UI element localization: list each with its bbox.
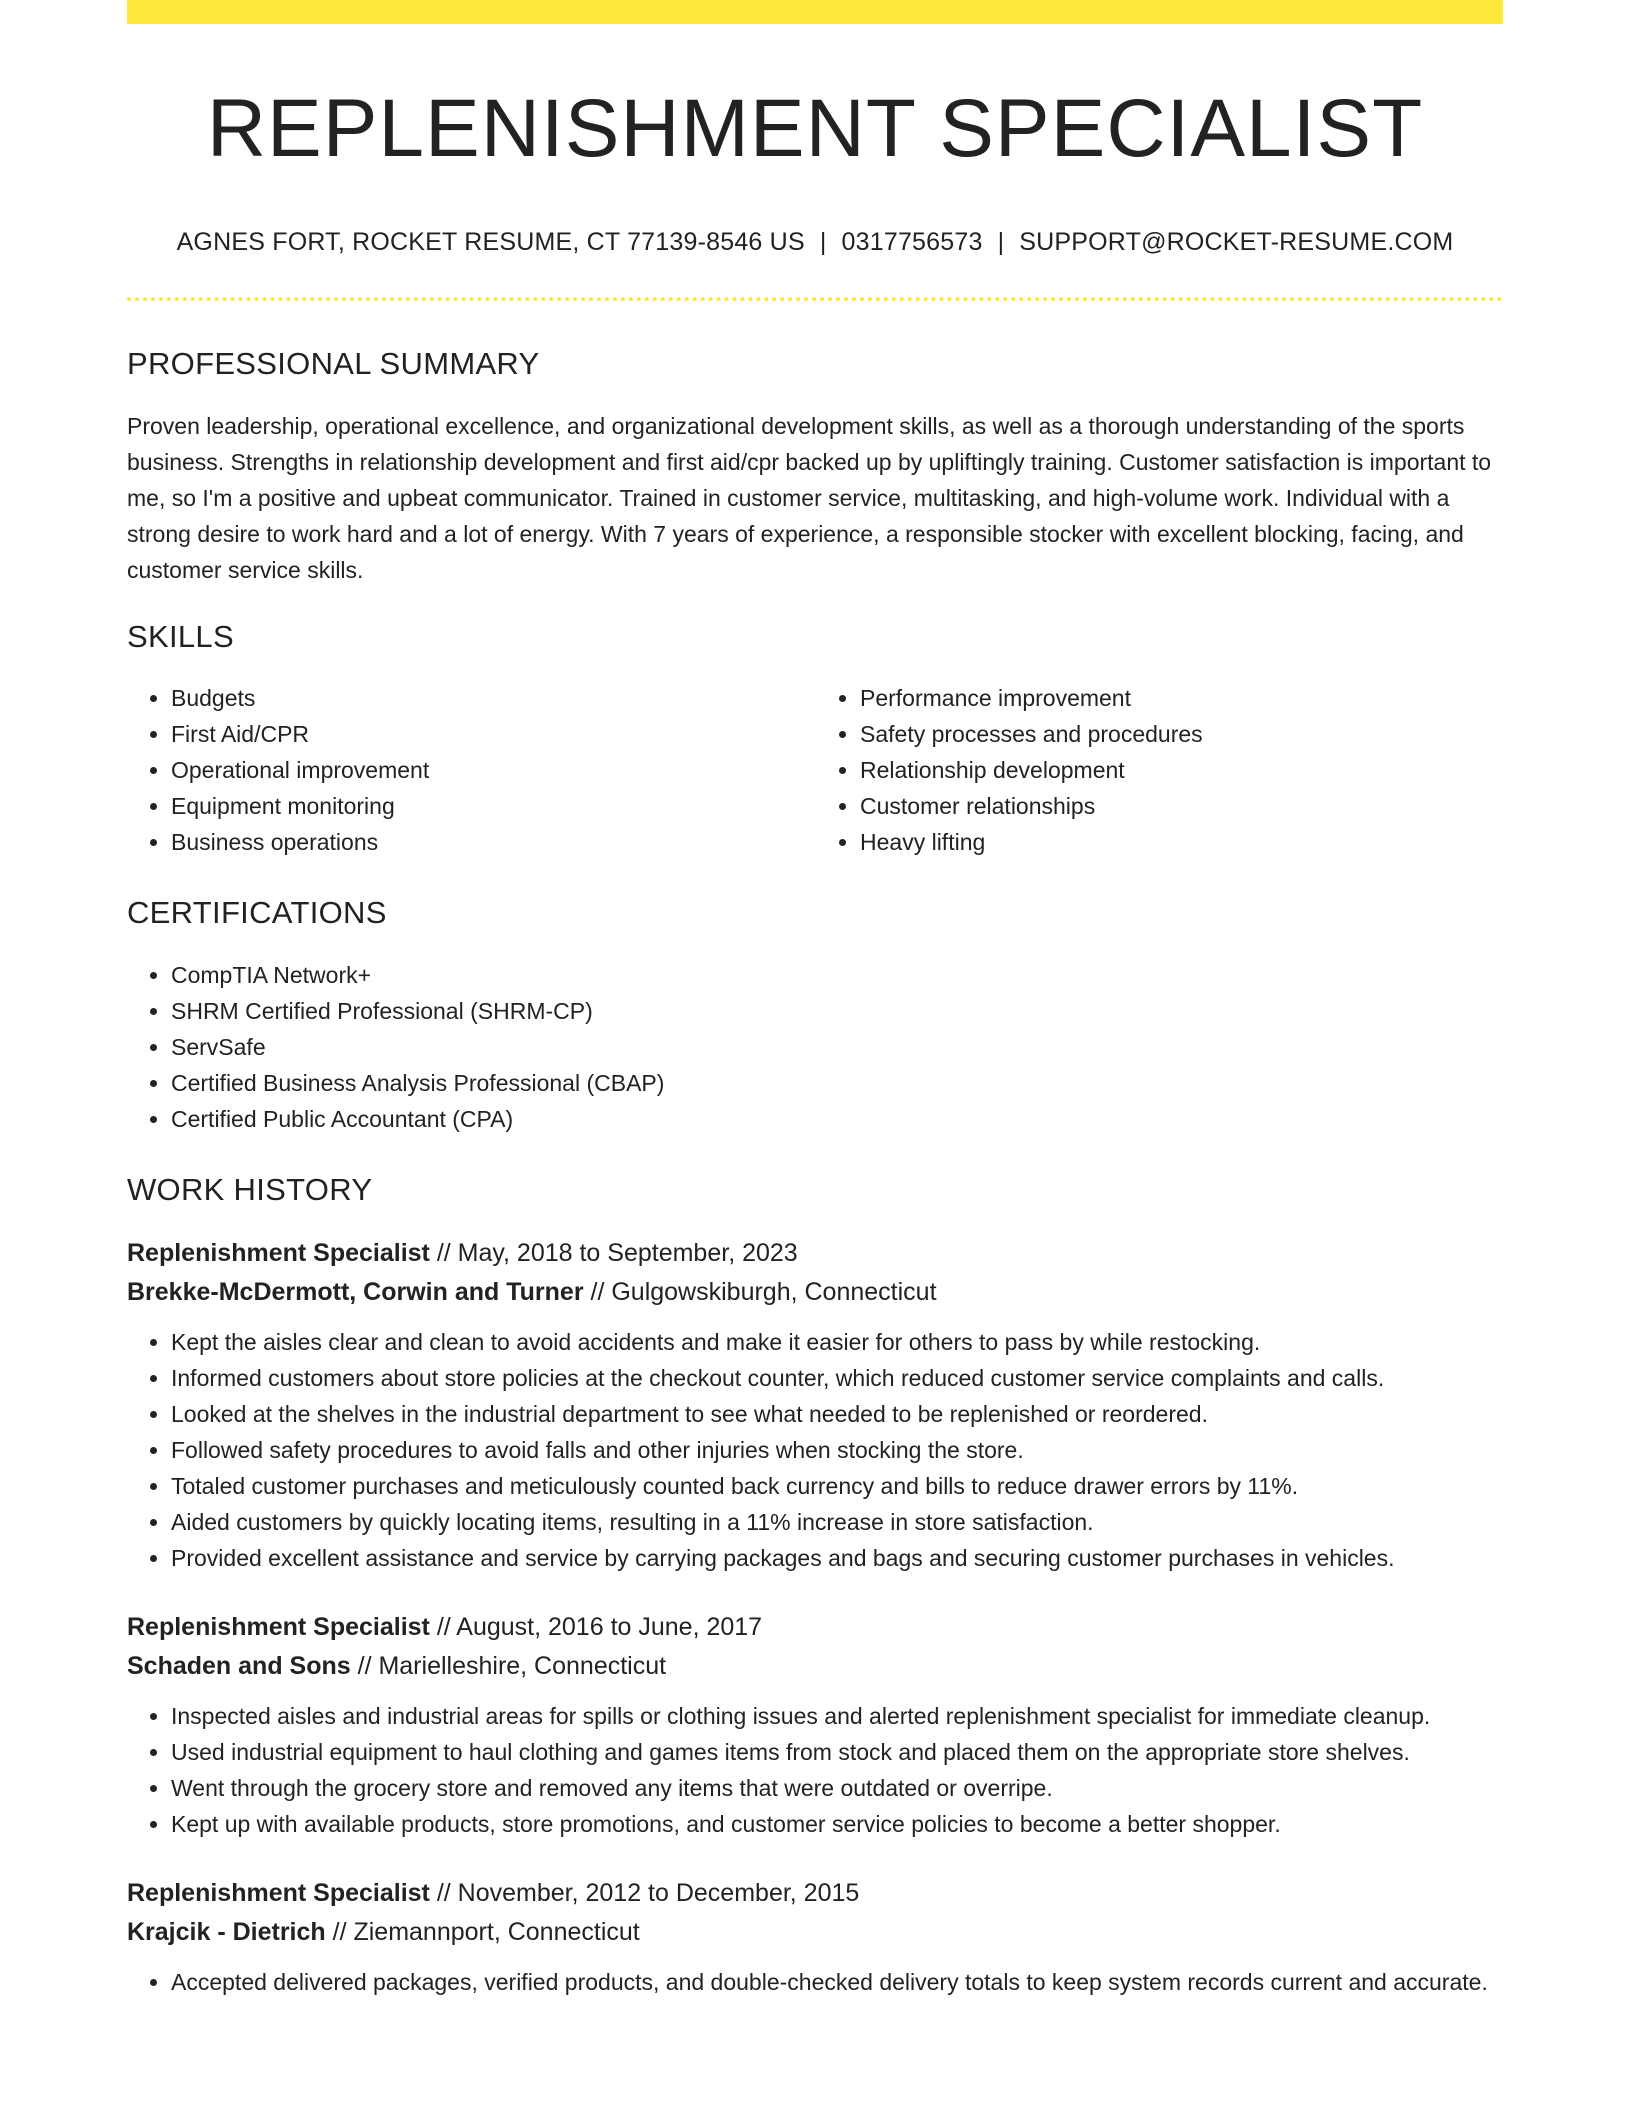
skills-heading: SKILLS xyxy=(127,619,234,655)
job-location: // Ziemannport, Connecticut xyxy=(325,1917,640,1946)
skills-left-list xyxy=(127,680,815,860)
skill-item: • Performance improvement xyxy=(860,680,1503,716)
contact-email: SUPPORT@ROCKET-RESUME.COM xyxy=(1019,228,1454,257)
skill-item: • Equipment monitoring xyxy=(171,788,815,824)
job-company: Schaden and Sons xyxy=(127,1651,351,1680)
skills-right-list xyxy=(815,680,1503,860)
skill-item: • Heavy lifting xyxy=(860,824,1503,860)
job-dates: // August, 2016 to June, 2017 xyxy=(429,1612,763,1641)
job-bullet: • Kept the aisles clear and clean to avoid accidents and make it easier for others to pass by while restocking. xyxy=(171,1324,1503,1360)
job-company: Brekke-McDermott, Corwin and Turner xyxy=(127,1277,584,1306)
certification-item: • Certified Business Analysis Professional (CBAP) xyxy=(171,1065,1503,1101)
skill-item: • Safety processes and procedures xyxy=(860,716,1503,752)
job-company-line xyxy=(127,1647,1503,1686)
job-bullet: • Used industrial equipment to haul clothing and games items from stock and placed them on the appropriate store shelves. xyxy=(171,1734,1503,1770)
job-title-line xyxy=(127,1234,1503,1273)
contact-line xyxy=(127,228,1503,257)
job-bullets xyxy=(127,1324,1503,1576)
job-role: Replenishment Specialist xyxy=(127,1878,430,1907)
skills-columns xyxy=(127,680,1503,860)
contact-separator: | xyxy=(997,228,1005,257)
job-entry xyxy=(127,1608,1503,1842)
job-bullet: • Inspected aisles and industrial areas for spills or clothing issues and alerted replenishment specialist for immediate cleanup. xyxy=(171,1698,1503,1734)
job-location: // Marielleshire, Connecticut xyxy=(350,1651,667,1680)
skill-item: • Relationship development xyxy=(860,752,1503,788)
certification-item: • Certified Public Accountant (CPA) xyxy=(171,1101,1503,1137)
job-location: // Gulgowskiburgh, Connecticut xyxy=(583,1277,937,1306)
page-title: REPLENISHMENT SPECIALIST xyxy=(206,83,1424,174)
skill-item: • Operational improvement xyxy=(171,752,815,788)
job-bullet: • Followed safety procedures to avoid falls and other injuries when stocking the store. xyxy=(171,1432,1503,1468)
job-bullets xyxy=(127,1698,1503,1842)
job-bullet: • Looked at the shelves in the industrial department to see what needed to be replenished or reordered. xyxy=(171,1396,1503,1432)
contact-separator: | xyxy=(819,228,827,257)
accent-bar xyxy=(127,0,1503,24)
dotted-divider xyxy=(127,297,1503,301)
job-bullet: • Accepted delivered packages, verified products, and double-checked delivery totals to keep system records current and accurate. xyxy=(171,1964,1503,2000)
job-bullet: • Informed customers about store policies at the checkout counter, which reduced customer service complaints and calls. xyxy=(171,1360,1503,1396)
job-dates: // November, 2012 to December, 2015 xyxy=(429,1878,860,1907)
certifications-list xyxy=(127,957,1503,1137)
job-company-line xyxy=(127,1273,1503,1312)
certifications-section xyxy=(127,894,1503,1136)
job-bullet: • Provided excellent assistance and service by carrying packages and bags and securing customer purchases in vehicles. xyxy=(171,1540,1503,1576)
work-history-heading: WORK HISTORY xyxy=(127,1171,373,1207)
skill-item: • Business operations xyxy=(171,824,815,860)
job-company: Krajcik - Dietrich xyxy=(127,1917,326,1946)
certification-item: • SHRM Certified Professional (SHRM-CP) xyxy=(171,993,1503,1029)
contact-address: AGNES FORT, ROCKET RESUME, CT 77139-8546 US xyxy=(176,228,805,257)
job-company-line xyxy=(127,1913,1503,1952)
work-history-section xyxy=(127,1171,1503,2000)
resume-page xyxy=(127,0,1503,2000)
job-bullet: • Went through the grocery store and removed any items that were outdated or overripe. xyxy=(171,1770,1503,1806)
job-bullets xyxy=(127,1964,1503,2000)
certification-item: • ServSafe xyxy=(171,1029,1503,1065)
job-entry xyxy=(127,1874,1503,2000)
summary-heading: PROFESSIONAL SUMMARY xyxy=(127,346,540,382)
job-role: Replenishment Specialist xyxy=(127,1612,430,1641)
certifications-heading: CERTIFICATIONS xyxy=(127,895,387,931)
job-entry xyxy=(127,1234,1503,1576)
skill-item: • Budgets xyxy=(171,680,815,716)
summary-text: Proven leadership, operational excellence, and organizational development skills, as well as a thorough understanding of the sports business. Strengths in relationship development and first aid/cpr backed up by upliftingly training. Customer satisfaction is important to me, so I'm a positive and upbeat communicator. Trained in customer service, multitasking, and high-volume work. Individual with a strong desire to work hard and a lot of energy. With 7 years of experience, a responsible stocker with excellent blocking, facing, and customer service skills. xyxy=(127,413,1492,584)
summary-section xyxy=(127,345,1503,588)
skills-section xyxy=(127,618,1503,860)
job-bullet: • Totaled customer purchases and meticulously counted back currency and bills to reduce drawer errors by 11%. xyxy=(171,1468,1503,1504)
job-role: Replenishment Specialist xyxy=(127,1238,430,1267)
job-title-line xyxy=(127,1608,1503,1647)
skill-item: • First Aid/CPR xyxy=(171,716,815,752)
job-title-line xyxy=(127,1874,1503,1913)
skill-item: • Customer relationships xyxy=(860,788,1503,824)
job-bullet: • Aided customers by quickly locating items, resulting in a 11% increase in store satisfaction. xyxy=(171,1504,1503,1540)
certification-item: • CompTIA Network+ xyxy=(171,957,1503,993)
job-dates: // May, 2018 to September, 2023 xyxy=(429,1238,798,1267)
job-bullet: • Kept up with available products, store promotions, and customer service policies to become a better shopper. xyxy=(171,1806,1503,1842)
contact-phone: 0317756573 xyxy=(841,228,983,257)
